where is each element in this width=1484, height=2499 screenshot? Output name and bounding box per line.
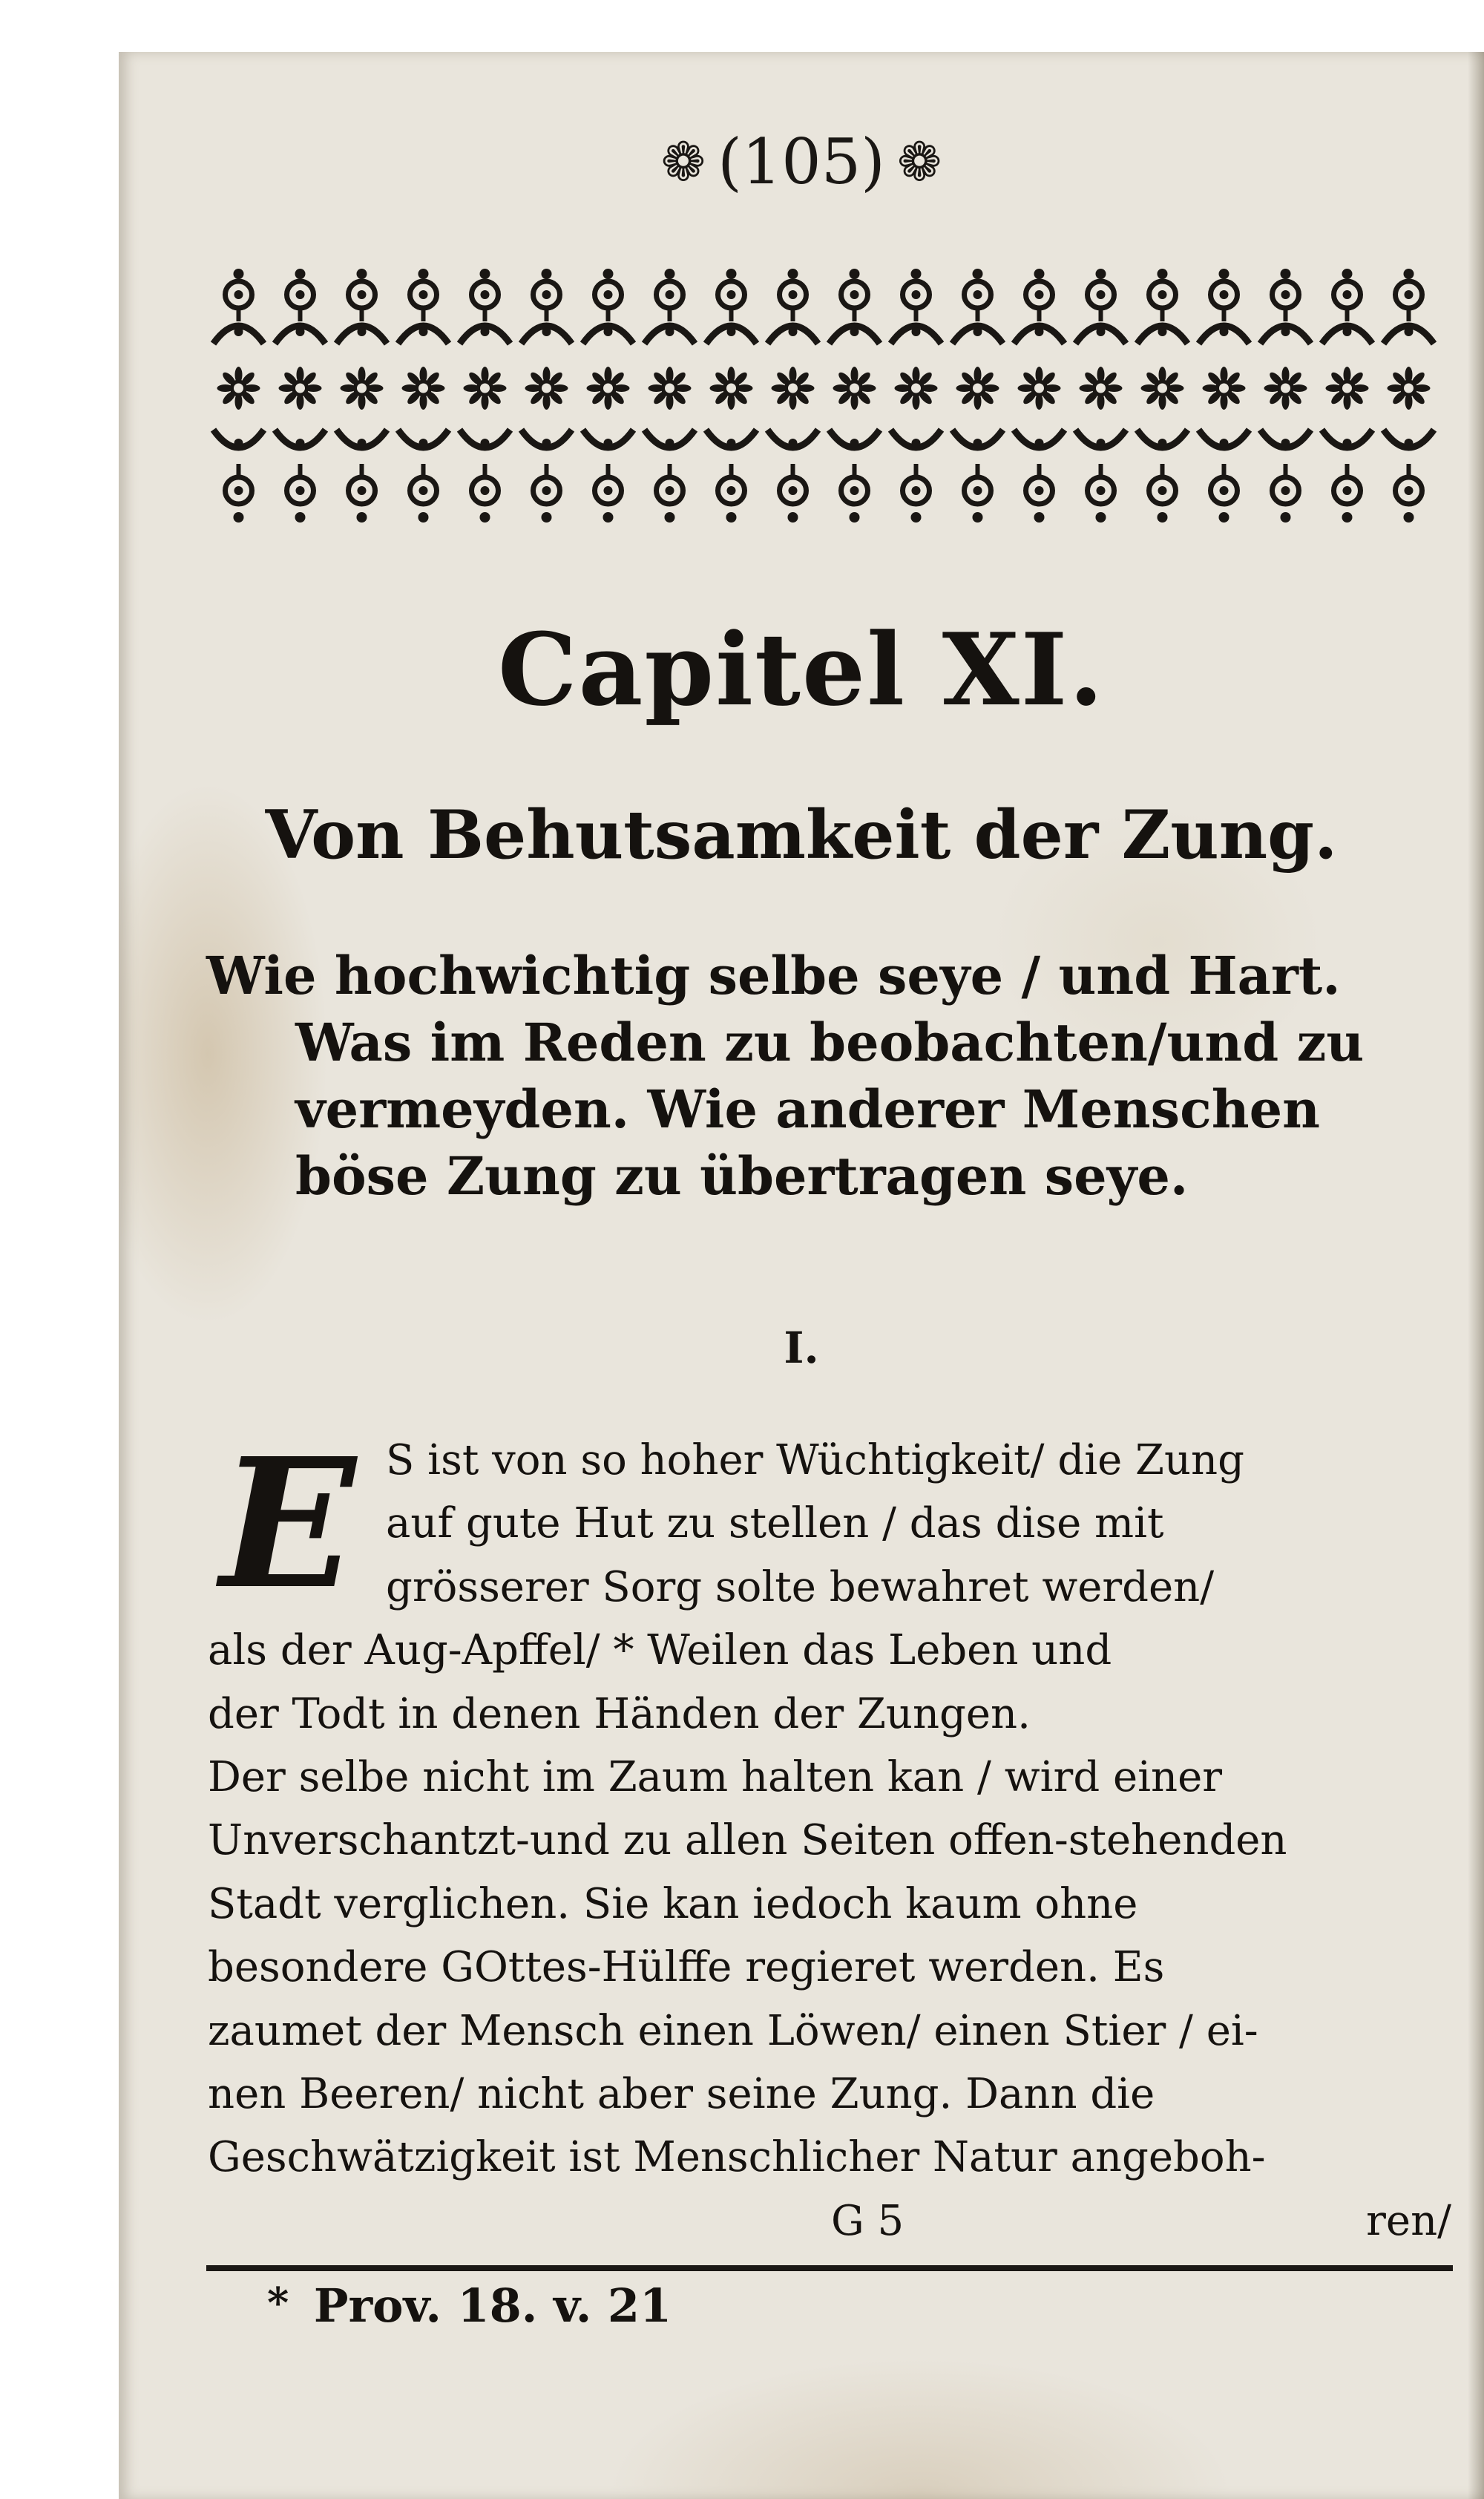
body-line-text: besondere GOttes-Hülffe regieret werden. Es — [208, 1943, 1165, 1992]
body-line — [208, 1492, 1451, 1555]
body-line-text: Stadt verglichen. Sie kan iedoch kaum ohne — [208, 1879, 1138, 1928]
chapter-summary — [206, 943, 1453, 1210]
body-line — [208, 1746, 1451, 1809]
decorated-initial: E — [220, 1419, 356, 1628]
signature-catchword-line — [208, 2197, 1451, 2260]
body-line — [208, 2126, 1451, 2189]
body-line-text: grösserer Sorg solte bewahret werden/ — [386, 1562, 1215, 1611]
body-line-text: auf gute Hut zu stellen / das dise mit — [386, 1499, 1164, 1548]
summary-line: böse Zung zu übertragen seye. — [295, 1145, 1189, 1207]
body-paragraph — [208, 1419, 1451, 2190]
footnote-marker: * — [267, 2279, 289, 2328]
body-line-text: S ist von so hoher Wüchtigkeit/ die Zung — [386, 1436, 1244, 1484]
section-number: I. — [784, 1323, 819, 1373]
rosette-ornament-right: ❁ — [896, 131, 942, 193]
body-line — [208, 1683, 1451, 1746]
decorative-ornament-band — [208, 249, 1439, 538]
body-line — [208, 1809, 1451, 1872]
floral-ornament-band-graphic — [208, 249, 1439, 538]
footnote-rule — [206, 2265, 1453, 2271]
chapter-subtitle: Von Behutsamkeit der Zung. — [265, 796, 1338, 874]
body-line — [208, 1999, 1451, 2063]
page-number-header — [119, 125, 1484, 199]
summary-line: Was im Reden zu beobachten/und zu — [295, 1012, 1365, 1073]
rosette-ornament-left: ❁ — [660, 131, 706, 193]
book-page — [119, 52, 1484, 2499]
page-edge-shadow — [1468, 52, 1484, 2499]
footnote-text: Prov. 18. v. 21 — [313, 2279, 672, 2333]
summary-line: Wie hochwichtig selbe seye / und Hart. — [206, 945, 1341, 1006]
body-line — [208, 2063, 1451, 2126]
body-line-text: als der Aug-Apffel/ * Weilen das Leben und — [208, 1626, 1112, 1675]
body-line-text: der Todt in denen Händen der Zungen. — [208, 1689, 1031, 1738]
body-line — [208, 1936, 1451, 1999]
body-line-text: nen Beeren/ nicht aber seine Zung. Dann die — [208, 2069, 1155, 2118]
body-line-text: Der selbe nicht im Zaum halten kan / wird einer — [208, 1752, 1222, 1801]
body-line-text: Geschwätzigkeit ist Menschlicher Natur angeboh- — [208, 2133, 1266, 2182]
body-line-text: Unverschantzt-und zu allen Seiten offen-stehenden — [208, 1816, 1287, 1865]
footnote — [267, 2279, 672, 2333]
page-number: (105) — [718, 125, 885, 198]
body-line — [208, 1429, 1451, 1492]
body-line-text: zaumet der Mensch einen Löwen/ einen Stier / ei- — [208, 2006, 1258, 2055]
catchword: ren/ — [1366, 2197, 1451, 2245]
body-line — [208, 1556, 1451, 1619]
body-line — [208, 1619, 1451, 1682]
body-line — [208, 1873, 1451, 1936]
summary-line: vermeyden. Wie anderer Menschen — [295, 1078, 1321, 1140]
chapter-title: Capitel XI. — [497, 611, 1106, 728]
printer-signature-mark: G 5 — [831, 2197, 904, 2245]
